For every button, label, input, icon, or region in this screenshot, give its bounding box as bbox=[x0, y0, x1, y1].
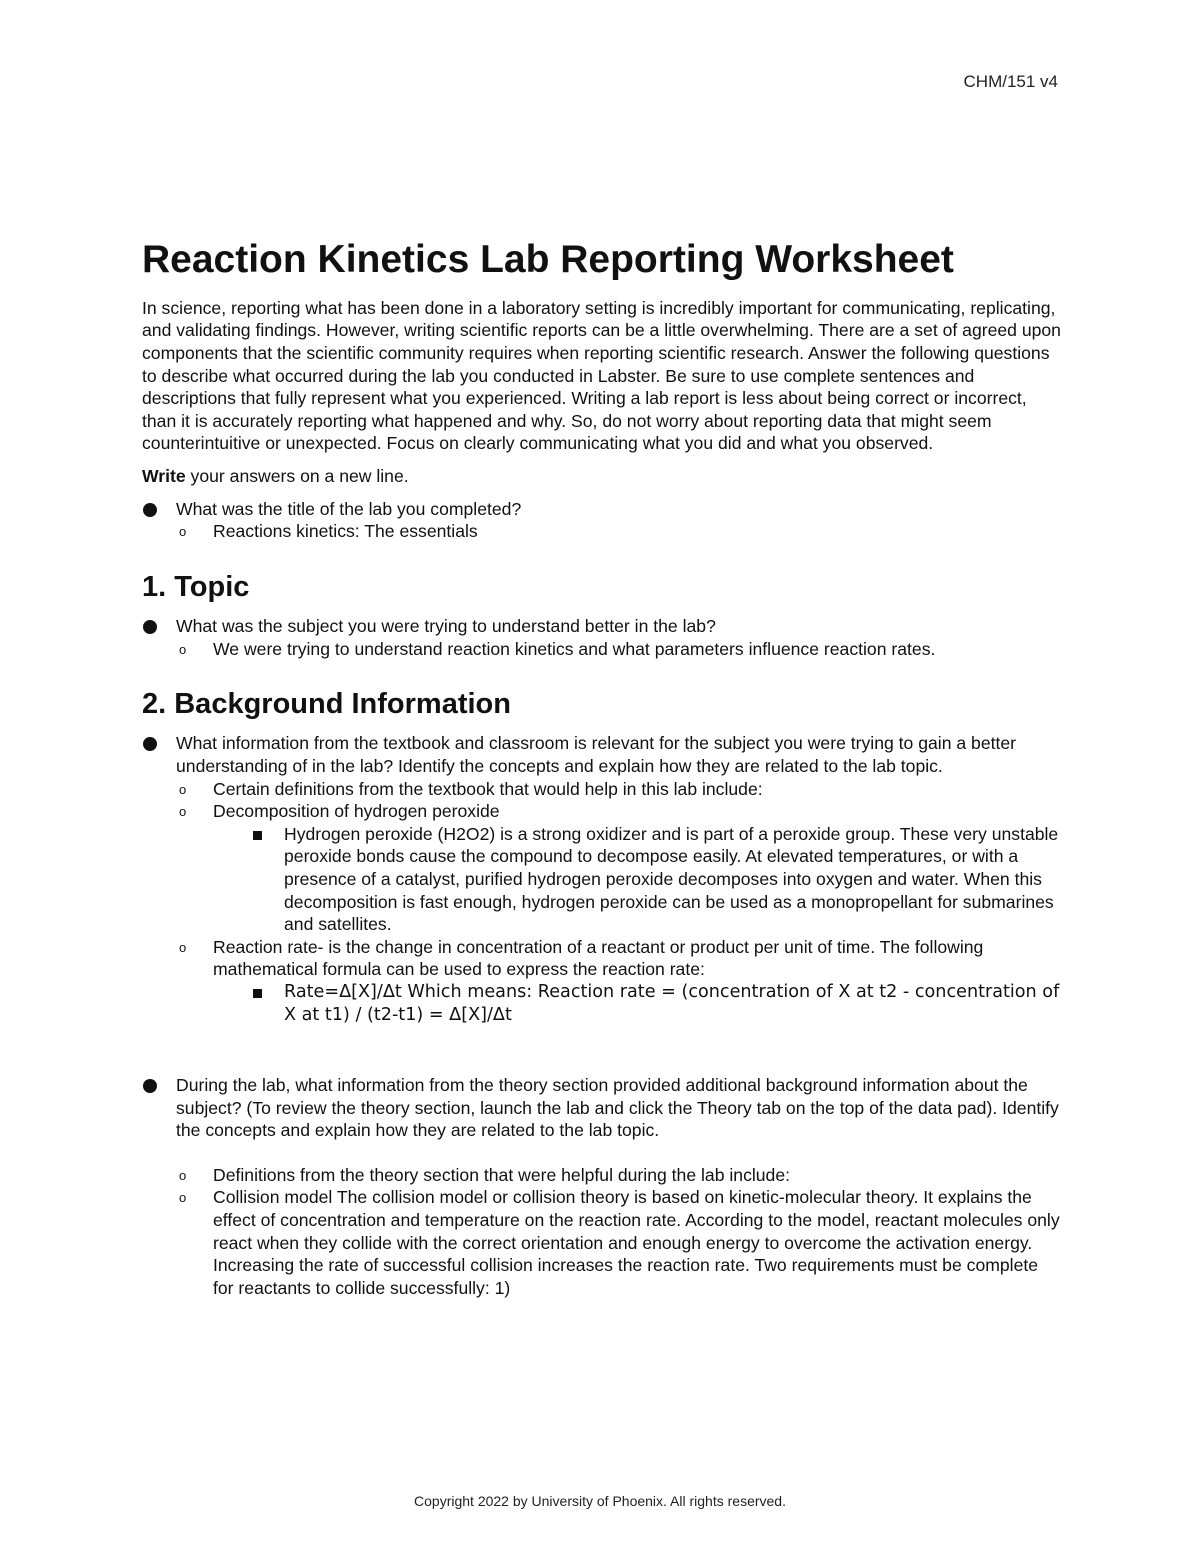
section-heading-topic: 1. Topic bbox=[142, 570, 250, 603]
section-heading-background: 2. Background Information bbox=[142, 688, 511, 721]
answer-decomposition-detail: Hydrogen peroxide (H2O2) is a strong oxidizer and is part of a peroxide group. These very unstable peroxide bonds cause the compound to decompose easily. At elevated temperatures, or with a presence of a catalyst, purified hydrogen peroxide decomposes into oxygen and water. When this decomposition is fast enough, hydrogen peroxide can be used as a monopropellant for submarines and satellites. bbox=[213, 823, 1062, 936]
answer-definitions-intro: o Certain definitions from the textbook that would help in this lab include: bbox=[142, 778, 1062, 801]
question-text: What was the title of the lab you completed? bbox=[176, 498, 522, 519]
course-code: CHM/151 v4 bbox=[963, 72, 1058, 91]
question-background-theory bbox=[142, 1074, 1062, 1299]
intro-paragraph: In science, reporting what has been done in a laboratory setting is incredibly important for communicating, replicating, and validating findings. However, writing scientific reports can be a little overwhelming. There are a set of agreed upon components that the scientific community requires when reporting scientific research. Answer the following questions to describe what occurred during the lab you conducted in Labster. Be sure to use complete sentences and descriptions that fully represent what you experienced. Writing a lab report is less about being correct or incorrect, than it is accurately reporting what happened and why. So, do not worry about reporting data that might seem counterintuitive or unexpected. Focus on clearly communicating what you did and what you observed. bbox=[142, 297, 1061, 454]
question-lab-title bbox=[142, 498, 1062, 543]
instruction-line bbox=[142, 465, 1062, 488]
question-background-textbook bbox=[142, 732, 1062, 1026]
instruction-bold: Write bbox=[142, 465, 186, 486]
background-list bbox=[142, 732, 1062, 1026]
answer-theory-intro: o Definitions from the theory section that were helpful during the lab include: bbox=[142, 1164, 1062, 1187]
question-text: What information from the textbook and classroom is relevant for the subject you were trying to gain a better understanding of in the lab? Identify the concepts and explain how they are related to the lab topic. bbox=[176, 733, 1017, 776]
question-text: During the lab, what information from the theory section provided additional background information about the subject? (To review the theory section, launch the lab and click the Theory tab on the top of the data pad). Identify the concepts and explain how they are related to the lab topic. bbox=[176, 1075, 1059, 1141]
answer-reaction-rate-label: Reaction rate- is the change in concentration of a reactant or product per unit of time. The following mathematical formula can be used to express the reaction rate: bbox=[213, 936, 984, 980]
answer-lab-title: o Reactions kinetics: The essentials bbox=[142, 520, 1062, 543]
copyright-footer: Copyright 2022 by University of Phoenix. All rights reserved. bbox=[414, 1493, 786, 1509]
answer-collision-model: o Collision model The collision model or collision theory is based on kinetic-molecular theory. It explains the effect of concentration and temperature on the reaction rate. According to the model, reactant molecules only react when they collide with the correct orientation and enough energy to overcome the activation energy. Increasing the rate of successful collision increases the reaction rate. Two requirements must be complete for reactants to collide successfully: 1) bbox=[142, 1186, 1062, 1299]
topic-list bbox=[142, 615, 1062, 660]
lab-title-list bbox=[142, 498, 1062, 543]
page-title: Reaction Kinetics Lab Reporting Worksheet bbox=[142, 238, 954, 281]
question-text: What was the subject you were trying to understand better in the lab? bbox=[176, 615, 716, 636]
instruction-rest: your answers on a new line. bbox=[185, 465, 409, 486]
answer-decomposition-label: Decomposition of hydrogen peroxide bbox=[213, 801, 500, 822]
question-topic bbox=[142, 615, 1062, 660]
answer-reaction-rate bbox=[142, 936, 1062, 1026]
worksheet-body bbox=[142, 236, 1062, 1299]
answer-decomposition bbox=[142, 800, 1062, 936]
answer-rate-formula: Rate=Δ[X]/Δt Which means: Reaction rate = (concentration of X at t2 - concentration of X at t1) / (t2-t1) = Δ[X]/Δt bbox=[213, 981, 1062, 1026]
answer-topic: o We were trying to understand reaction kinetics and what parameters influence reaction rates. bbox=[142, 638, 1062, 661]
theory-list bbox=[142, 1074, 1062, 1299]
